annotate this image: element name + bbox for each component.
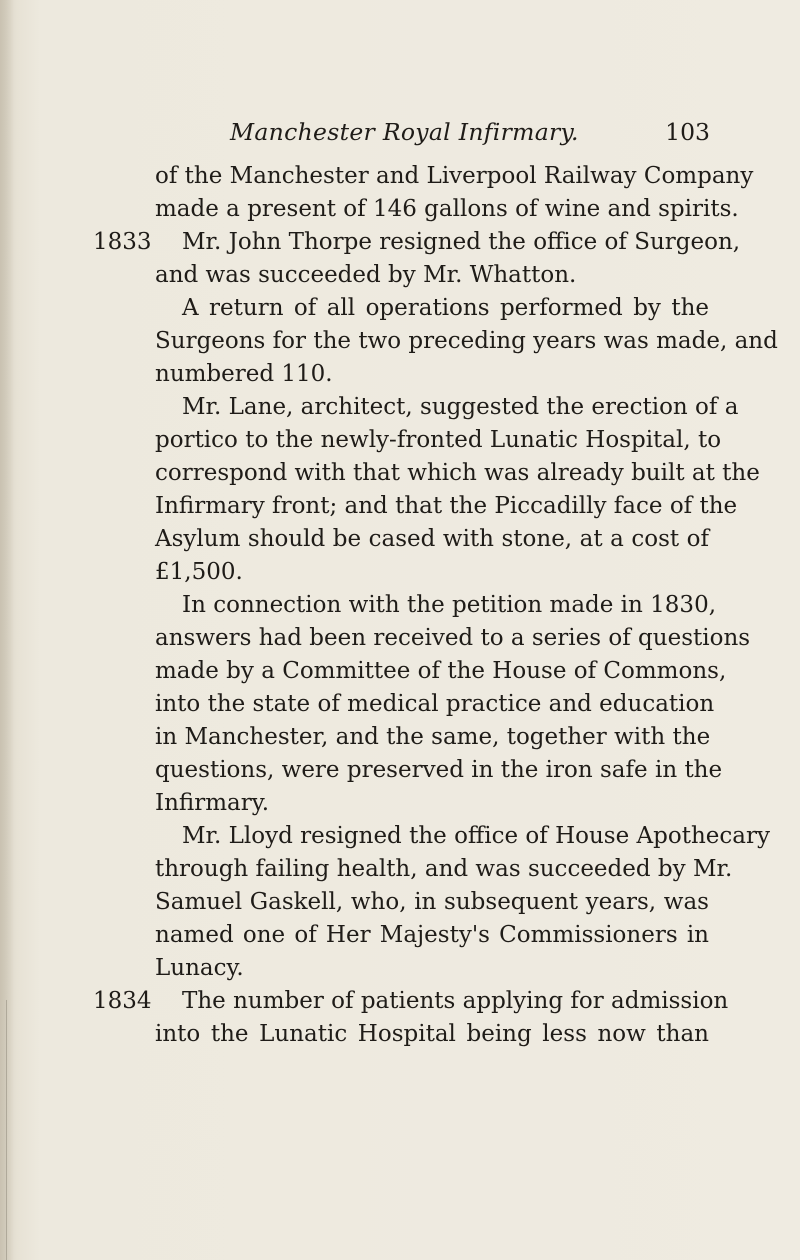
year-marker: 1833 — [93, 229, 152, 255]
text-line: correspond with that which was already built at the — [155, 460, 760, 486]
text-line: A return of all operations performed by the — [182, 295, 709, 321]
text-line: Mr. Lloyd resigned the office of House Apothecary — [182, 823, 770, 849]
page-header — [230, 118, 710, 150]
text-line: of the Manchester and Liverpool Railway Company — [155, 163, 754, 189]
text-line: into the Lunatic Hospital being less now than — [155, 1021, 709, 1047]
text-line: made by a Committee of the House of Commons, — [155, 658, 727, 684]
text-line: numbered 110. — [155, 361, 333, 387]
text-line: into the state of medical practice and education — [155, 691, 715, 717]
text-line: Samuel Gaskell, who, in subsequent years, was — [155, 889, 709, 915]
text-line: in Manchester, and the same, together with the — [155, 724, 711, 750]
text-line: 1833 Mr. John Thorpe resigned the office of Surgeon, — [93, 226, 709, 259]
text-line: Infirmary front; and that the Piccadilly face of the — [155, 493, 738, 519]
text-line: questions, were preserved in the iron safe in the — [155, 757, 723, 783]
binding-edge — [6, 1000, 7, 1260]
text-line: portico to the newly-fronted Lunatic Hospital, to — [155, 427, 722, 453]
text-line: Lunacy. — [155, 955, 244, 981]
text-line: Surgeons for the two preceding years was made, and — [155, 328, 778, 354]
text-line: made a present of 146 gallons of wine and spirits. — [155, 196, 739, 222]
text-line: £1,500. — [155, 559, 243, 585]
text-line: and was succeeded by Mr. Whatton. — [155, 262, 577, 288]
year-marker: 1834 — [93, 988, 152, 1014]
text-line: through failing health, and was succeeded by Mr. — [155, 856, 733, 882]
text-line: answers had been received to a series of questions — [155, 625, 751, 651]
text-line: Infirmary. — [155, 790, 270, 816]
text-line: Mr. Lane, architect, suggested the erection of a — [182, 394, 739, 420]
text-line: Asylum should be cased with stone, at a cost of — [155, 526, 709, 552]
page-number: 103 — [665, 118, 710, 146]
text-line: named one of Her Majesty's Commissioners in — [155, 922, 709, 948]
running-title: Manchester Royal Infirmary. — [230, 118, 579, 146]
text-line: In connection with the petition made in 1830, — [182, 592, 717, 618]
text-line: 1834 The number of patients applying for admission — [93, 985, 709, 1018]
binding-shadow — [0, 0, 14, 1260]
